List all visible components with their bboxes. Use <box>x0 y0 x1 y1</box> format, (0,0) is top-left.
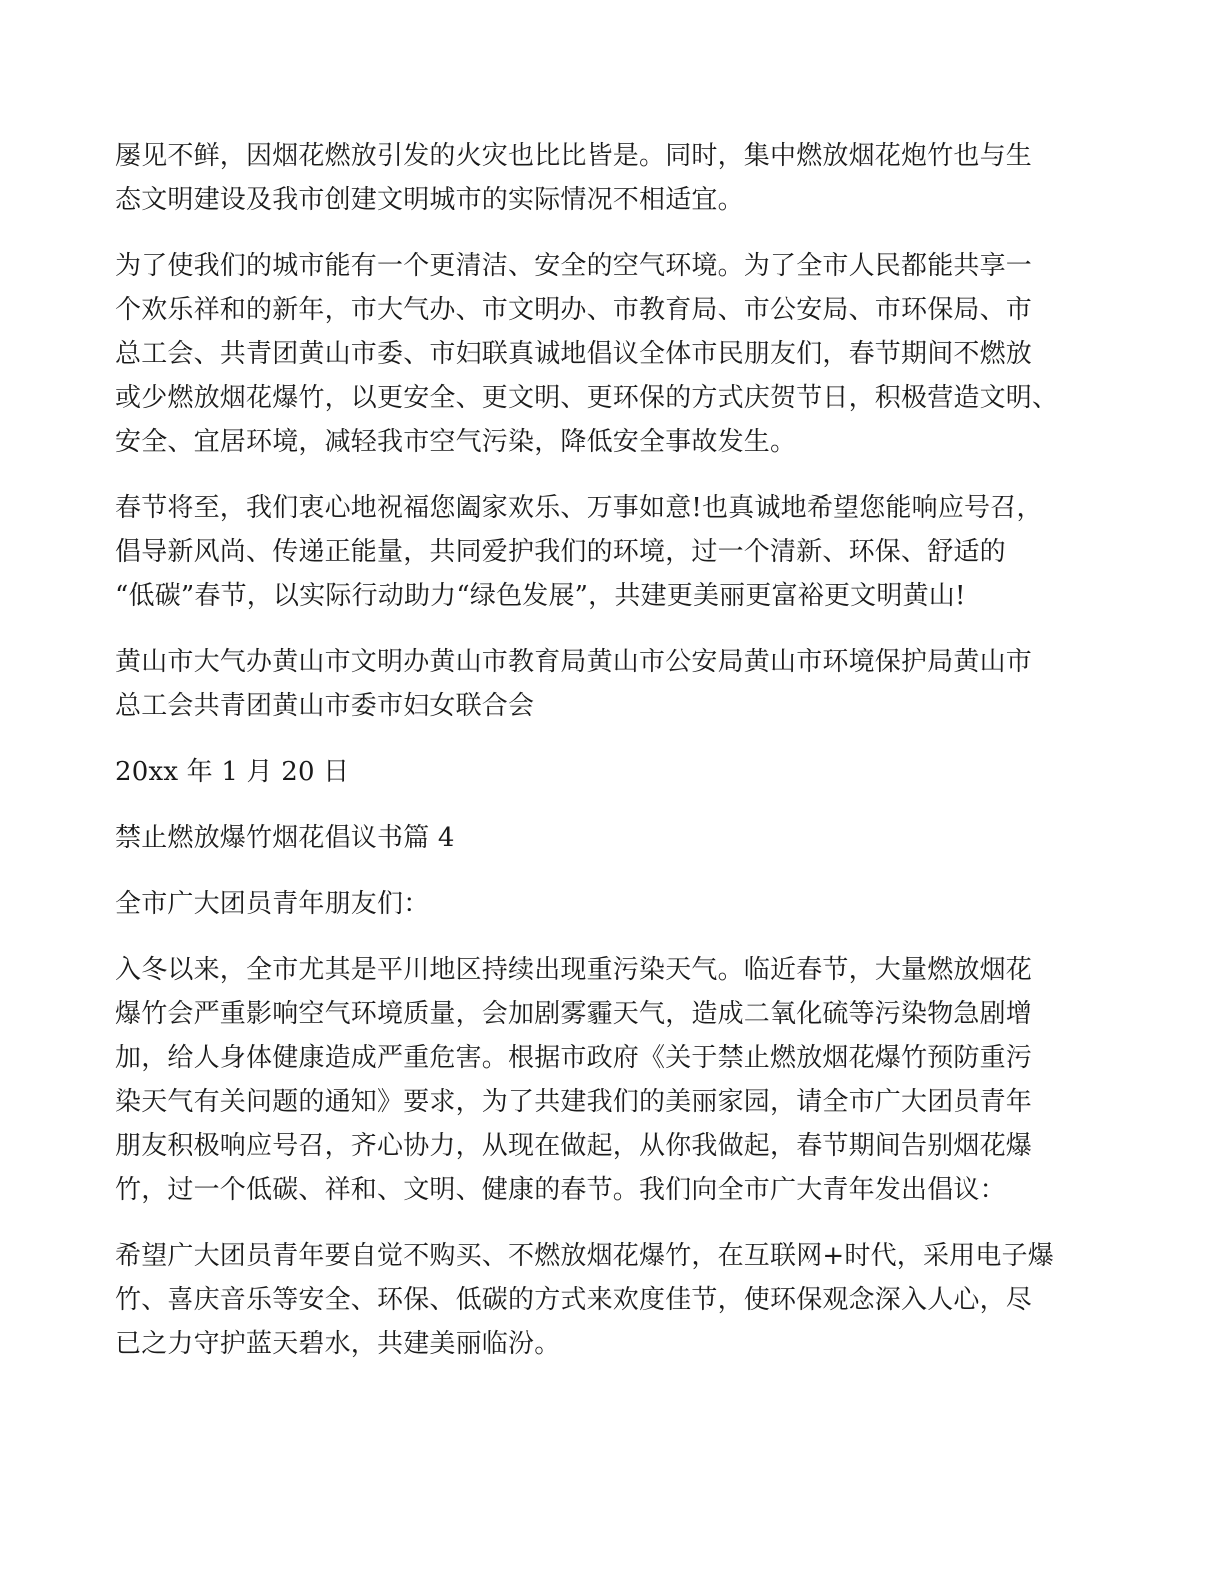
text-line: 倡导新风尚、传递正能量，共同爱护我们的环境，过一个清新、环保、舒适的 <box>115 537 1006 567</box>
text-line: 竹、喜庆音乐等安全、环保、低碳的方式来欢度佳节，使环保观念深入人心，尽 <box>115 1285 1033 1315</box>
document-body <box>115 134 1115 1388</box>
text-line: 或少燃放烟花爆竹，以更安全、更文明、更环保的方式庆贺节日，积极营造文明、 <box>115 383 1059 413</box>
text-line: “低碳”春节，以实际行动助力“绿色发展”，共建更美丽更富裕更文明黄山! <box>115 581 966 611</box>
paragraph-fireworks-hazard <box>115 134 1115 222</box>
paragraph-initiative <box>115 244 1115 464</box>
text-line: 总工会共青团黄山市委市妇女联合会 <box>115 691 535 721</box>
paragraph-signatories <box>115 640 1115 728</box>
text-line: 加，给人身体健康造成严重危害。根据市政府《关于禁止燃放烟花爆竹预防重污 <box>115 1043 1033 1073</box>
paragraph-date <box>115 750 1115 794</box>
section-heading <box>115 816 1115 860</box>
paragraph-youth-appeal <box>115 1234 1115 1366</box>
paragraph-greeting <box>115 486 1115 618</box>
text-line: 已之力守护蓝天碧水，共建美丽临汾。 <box>115 1329 561 1359</box>
text-line: 希望广大团员青年要自觉不购买、不燃放烟花爆竹，在互联网+时代，采用电子爆 <box>115 1241 1054 1271</box>
paragraph-salutation <box>115 882 1115 926</box>
text-line: 爆竹会严重影响空气环境质量，会加剧雾霾天气，造成二氧化硫等污染物急剧增 <box>115 999 1033 1029</box>
text-line: 态文明建设及我市创建文明城市的实际情况不相适宜。 <box>115 185 744 215</box>
text-line: 入冬以来，全市尤其是平川地区持续出现重污染天气。临近春节，大量燃放烟花 <box>115 955 1033 985</box>
heading-line: 禁止燃放爆竹烟花倡议书篇 4 <box>115 823 455 853</box>
text-line: 为了使我们的城市能有一个更清洁、安全的空气环境。为了全市人民都能共享一 <box>115 251 1033 281</box>
paragraph-pollution <box>115 948 1115 1212</box>
salutation-line: 全市广大团员青年朋友们： <box>115 889 430 919</box>
text-line: 春节将至，我们衷心地祝福您阖家欢乐、万事如意!也真诚地希望您能响应号召， <box>115 493 1043 523</box>
text-line: 竹，过一个低碳、祥和、文明、健康的春节。我们向全市广大青年发出倡议： <box>115 1175 1006 1205</box>
text-line: 染天气有关问题的通知》要求，为了共建我们的美丽家园，请全市广大团员青年 <box>115 1087 1033 1117</box>
text-line: 安全、宜居环境，减轻我市空气污染，降低安全事故发生。 <box>115 427 797 457</box>
text-line: 朋友积极响应号召，齐心协力，从现在做起，从你我做起，春节期间告别烟花爆 <box>115 1131 1033 1161</box>
date-line: 20xx 年 1 月 20 日 <box>115 757 350 787</box>
text-line: 总工会、共青团黄山市委、市妇联真诚地倡议全体市民朋友们，春节期间不燃放 <box>115 339 1033 369</box>
text-line: 个欢乐祥和的新年，市大气办、市文明办、市教育局、市公安局、市环保局、市 <box>115 295 1033 325</box>
text-line: 屡见不鲜，因烟花燃放引发的火灾也比比皆是。同时，集中燃放烟花炮竹也与生 <box>115 141 1033 171</box>
text-line: 黄山市大气办黄山市文明办黄山市教育局黄山市公安局黄山市环境保护局黄山市 <box>115 647 1033 677</box>
